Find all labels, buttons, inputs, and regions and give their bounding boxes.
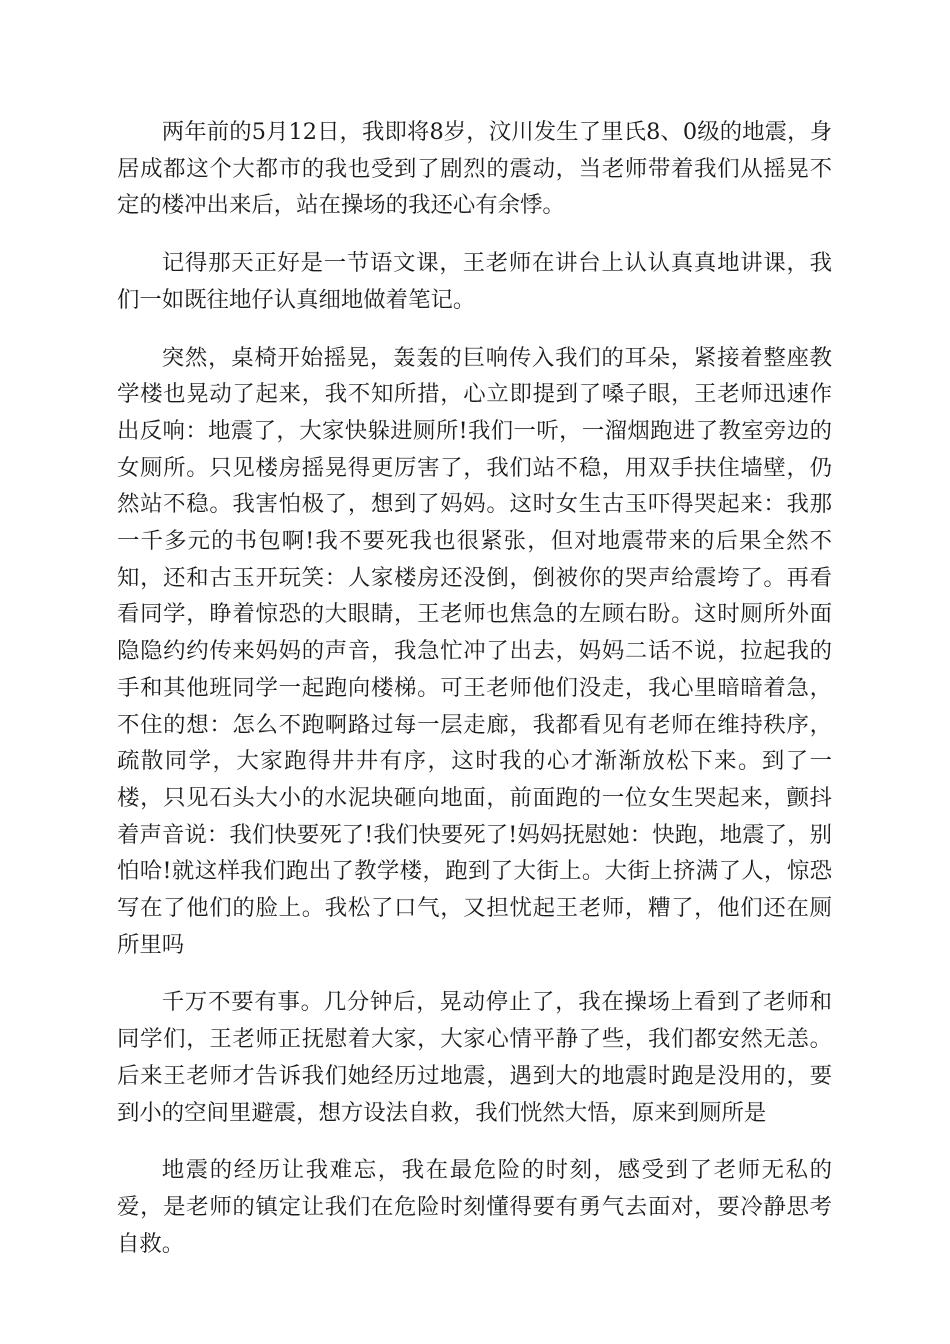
paragraph-2: 记得那天正好是一节语文课，王老师在讲台上认认真真地讲课，我们一如既往地仔认真细地做着笔记。 [117, 250, 832, 313]
paragraph-4: 千万不要有事。几分钟后，晃动停止了，我在操场上看到了老师和同学们，王老师正抚慰着大家，大家心情平静了些，我们都安然无恙。后来王老师才告诉我们她经历过地震，遇到大的地震时跑是没用的，要到小的空间里避震，想方设法自救，我们恍然大悟，原来到厕所是 [117, 989, 832, 1126]
paragraph-5: 地震的经历让我难忘，我在最危险的时刻，感受到了老师无私的爱，是老师的镇定让我们在危险时刻懂得要有勇气去面对，要冷静思考自救。 [117, 1157, 832, 1257]
paragraph-3: 突然，桌椅开始摇晃，轰轰的巨响传入我们的耳朵，紧接着整座教学楼也晃动了起来，我不知所措，心立即提到了嗓子眼，王老师迅速作出反响：地震了，大家快躲进厕所!我们一听，一溜烟跑进了教室旁边的女厕所。只见楼房摇晃得更厉害了，我们站不稳，用双手扶住墙壁，仍然站不稳。我害怕极了，想到了妈妈。这时女生古玉吓得哭起来：我那一千多元的书包啊!我不要死我也很紧张，但对地震带来的后果全然不知，还和古玉开玩笑：人家楼房还没倒，倒被你的哭声给震垮了。再看看同学，睁着惊恐的大眼睛，王老师也焦急的左顾右盼。这时厕所外面隐隐约约传来妈妈的声音，我急忙冲了出去，妈妈二话不说，拉起我的手和其他班同学一起跑向楼梯。可王老师他们没走，我心里暗暗着急，不住的想：怎么不跑啊路过每一层走廊，我都看见有老师在维持秩序，疏散同学，大家跑得井井有序，这时我的心才渐渐放松下来。到了一楼，只见石头大小的水泥块砸向地面，前面跑的一位女生哭起来，颤抖着声音说：我们快要死了!我们快要死了!妈妈抚慰她：快跑，地震了，别怕哈!就这样我们跑出了教学楼，跑到了大街上。大街上挤满了人，惊恐写在了他们的脸上。我松了口气，又担忧起王老师，糟了，他们还在厕所里吗 [117, 344, 832, 958]
paragraph-1: 两年前的5月12日，我即将8岁，汶川发生了里氏8、0级的地震，身居成都这个大都市的我也受到了剧烈的震动，当老师带着我们从摇晃不定的楼冲出来后，站在操场的我还心有余悸。 [117, 119, 832, 219]
